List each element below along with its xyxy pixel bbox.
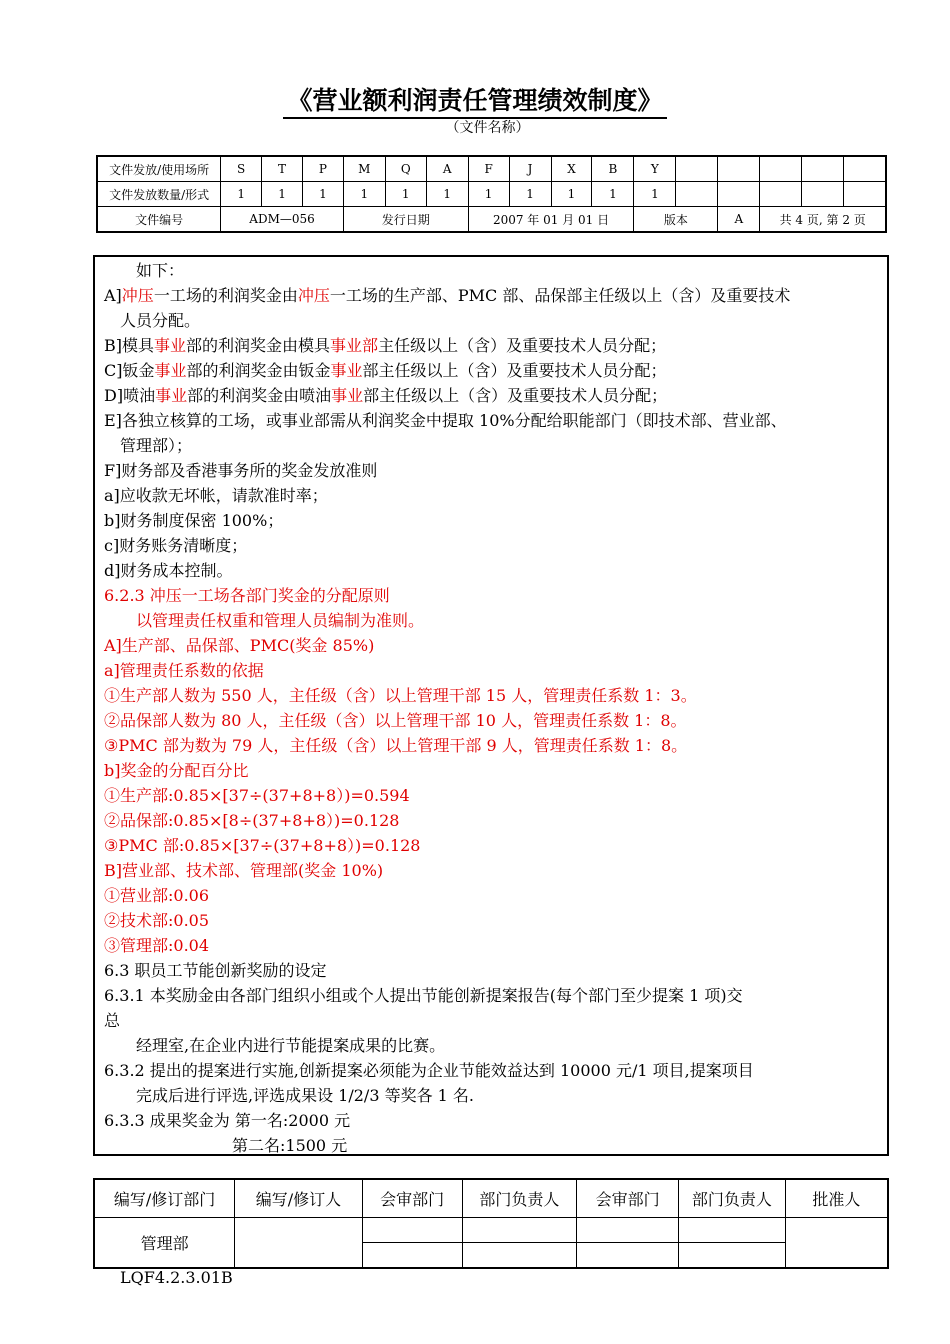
highlighted-text: 冲压 xyxy=(121,286,154,305)
usage-cell xyxy=(844,156,886,182)
body-text: 一工场的利润奖金由 xyxy=(153,286,298,305)
body-text: 第二名:1500 元 xyxy=(104,1136,348,1155)
issue-date: 2007 年 01 月 01 日 xyxy=(468,207,634,233)
approver-cell xyxy=(785,1218,888,1269)
quantity-cell: 1 xyxy=(221,182,262,207)
body-line xyxy=(104,933,209,958)
approval-header-row xyxy=(94,1179,888,1218)
body-text: 6.3.3 成果奖金为 第一名:2000 元 xyxy=(104,1111,351,1130)
highlighted-text: 事业 xyxy=(155,386,188,405)
body-line xyxy=(104,308,200,333)
body-text: D]喷油 xyxy=(104,386,156,405)
highlighted-text: ②技术部:0.05 xyxy=(104,911,210,930)
body-line xyxy=(104,733,687,758)
usage-cell: Y xyxy=(634,156,676,182)
highlighted-text: 冲压 xyxy=(297,286,330,305)
highlighted-text: ③PMC 部为数为 79 人，主任级（含）以上管理干部 9 人，管理责任系数 1：8。 xyxy=(104,736,688,755)
body-text: 主任级以上（含）及重要技术人员分配； xyxy=(378,336,667,355)
usage-cell: J xyxy=(509,156,551,182)
quantity-row xyxy=(97,182,886,207)
approval-row-1 xyxy=(94,1218,888,1243)
highlighted-text: B]营业部、技术部、管理部(奖金 10%) xyxy=(104,861,384,880)
quantity-cell: 1 xyxy=(634,182,676,207)
document-subtitle: （文件名称） xyxy=(445,120,530,136)
approval-header-cell: 会审部门 xyxy=(577,1179,679,1218)
highlighted-text: 6.2.3 冲压一工场各部门奖金的分配原则 xyxy=(104,586,390,605)
approval-header-cell: 部门负责人 xyxy=(462,1179,577,1218)
version-label: 版本 xyxy=(634,207,718,233)
doc-info-row xyxy=(97,207,886,233)
quantity-cell xyxy=(676,182,718,207)
highlighted-text: ①营业部:0.06 xyxy=(104,886,210,905)
body-line xyxy=(104,833,420,858)
highlighted-text: 事业 xyxy=(330,361,363,380)
highlighted-text: ③管理部:0.04 xyxy=(104,936,210,955)
body-line xyxy=(104,1008,120,1033)
body-text: A] xyxy=(104,286,122,305)
review-cell xyxy=(577,1243,679,1269)
body-line xyxy=(104,583,390,608)
body-text: 总 xyxy=(104,1011,121,1030)
body-line xyxy=(104,783,410,808)
version: A xyxy=(718,207,760,233)
body-text: 部主任级以上（含）及重要技术人员分配； xyxy=(362,361,667,380)
document-title: 《营业额利润责任管理绩效制度》 xyxy=(283,86,666,119)
body-line xyxy=(104,1058,754,1083)
quantity-cell: 1 xyxy=(592,182,634,207)
body-text: 6.3.2 提出的提案进行实施,创新提案必须能为企业节能效益达到 10000 元/1 项目,提案项目 xyxy=(104,1061,754,1080)
document-title-wrap xyxy=(0,86,950,119)
body-line xyxy=(104,558,233,583)
body-line xyxy=(104,1133,347,1158)
quantity-cell: 1 xyxy=(509,182,551,207)
doc-no-label: 文件编号 xyxy=(97,207,221,233)
approval-header-cell: 会审部门 xyxy=(362,1179,462,1218)
body-line xyxy=(104,608,424,633)
approval-header-cell: 部门负责人 xyxy=(679,1179,786,1218)
usage-cell: T xyxy=(262,156,303,182)
review-cell xyxy=(679,1243,786,1269)
usage-cell xyxy=(802,156,844,182)
author-cell xyxy=(235,1218,363,1269)
approval-header-cell: 编写/修订人 xyxy=(235,1179,363,1218)
quantity-label: 文件发放数量/形式 xyxy=(97,182,221,207)
usage-cell: B xyxy=(592,156,634,182)
body-line xyxy=(104,383,667,408)
usage-place-label: 文件发放/使用场所 xyxy=(97,156,221,182)
body-text: 部主任级以上（含）及重要技术人员分配； xyxy=(363,386,668,405)
highlighted-text: a]管理责任系数的依据 xyxy=(104,661,264,680)
approval-header-cell: 编写/修订部门 xyxy=(94,1179,235,1218)
doc-no: ADM—056 xyxy=(221,207,344,233)
body-text: 部的利润奖金由钣金 xyxy=(186,361,331,380)
quantity-cell: 1 xyxy=(468,182,509,207)
page-count: 共 4 页, 第 2 页 xyxy=(760,207,886,233)
quantity-cell: 1 xyxy=(343,182,385,207)
body-text: 6.3.1 本奖励金由各部门组织小组或个人提出节能创新提案报告(每个部门至少提案 1 项)交 xyxy=(104,986,743,1005)
body-line xyxy=(104,1033,445,1058)
highlighted-text: A]生产部、品保部、PMC(奖金 85%) xyxy=(104,636,375,655)
highlighted-text: 事业 xyxy=(154,361,187,380)
body-line xyxy=(104,858,383,883)
body-line xyxy=(104,708,687,733)
quantity-cell xyxy=(718,182,760,207)
body-line xyxy=(104,908,209,933)
body-line xyxy=(104,333,666,358)
highlighted-text: ②品保部:0.85×[8÷(37+8+8）)=0.128 xyxy=(104,811,400,830)
review-cell xyxy=(679,1218,786,1243)
highlighted-text: 事业部 xyxy=(330,336,379,355)
quantity-cell: 1 xyxy=(426,182,468,207)
distribution-table xyxy=(96,155,887,233)
body-text: d]财务成本控制。 xyxy=(104,561,233,580)
body-line xyxy=(104,533,247,558)
highlighted-text: b]奖金的分配百分比 xyxy=(104,761,249,780)
highlighted-text: ①生产部人数为 550 人，主任级（含）以上管理干部 15 人，管理责任系数 1：3。 xyxy=(104,686,697,705)
quantity-cell xyxy=(802,182,844,207)
body-line xyxy=(104,508,283,533)
body-text: 完成后进行评选,评选成果设 1/2/3 等奖各 1 名. xyxy=(104,1086,475,1105)
body-line xyxy=(104,958,327,983)
body-line xyxy=(104,483,328,508)
usage-cell: S xyxy=(221,156,262,182)
issue-date-label: 发行日期 xyxy=(343,207,468,233)
highlighted-text: ①生产部:0.85×[37÷(37+8+8）)=0.594 xyxy=(104,786,410,805)
body-line xyxy=(104,658,264,683)
content-box xyxy=(93,255,889,1156)
highlighted-text: 事业 xyxy=(331,386,364,405)
body-line xyxy=(104,633,374,658)
usage-cell xyxy=(676,156,718,182)
body-text: 如下： xyxy=(104,261,185,280)
body-text: C]钣金 xyxy=(104,361,155,380)
body-line xyxy=(104,408,787,433)
usage-cell: X xyxy=(551,156,592,182)
review-cell xyxy=(462,1218,577,1243)
usage-cell: A xyxy=(426,156,468,182)
quantity-cell: 1 xyxy=(262,182,303,207)
quantity-cell xyxy=(844,182,886,207)
highlighted-text: ③PMC 部:0.85×[37÷(37+8+8）)=0.128 xyxy=(104,836,421,855)
usage-cell: P xyxy=(302,156,343,182)
approval-table xyxy=(93,1178,889,1269)
quantity-cell xyxy=(760,182,802,207)
body-text: 一工场的生产部、PMC 部、品保部主任级以上（含）及重要技术 xyxy=(329,286,791,305)
body-text: 6.3 职员工节能创新奖励的设定 xyxy=(104,961,327,980)
quantity-cell: 1 xyxy=(551,182,592,207)
body-text: b]财务制度保密 100%； xyxy=(104,511,284,530)
quantity-cell: 1 xyxy=(385,182,426,207)
body-line xyxy=(104,1083,474,1108)
highlighted-text: 以管理责任权重和管理人员编制为准则。 xyxy=(104,611,425,630)
body-line xyxy=(104,258,184,283)
body-line xyxy=(104,808,399,833)
quantity-cell: 1 xyxy=(302,182,343,207)
usage-cell xyxy=(760,156,802,182)
review-cell xyxy=(362,1243,462,1269)
body-line xyxy=(104,758,249,783)
body-line xyxy=(104,283,790,308)
author-dept: 管理部 xyxy=(94,1218,235,1269)
usage-cell xyxy=(718,156,760,182)
body-line xyxy=(104,683,697,708)
body-text: 经理室,在企业内进行节能提案成果的比赛。 xyxy=(104,1036,446,1055)
body-text: F]财务部及香港事务所的奖金发放准则 xyxy=(104,461,378,480)
form-code: LQF4.2.3.01B xyxy=(120,1268,233,1287)
usage-cell: M xyxy=(343,156,385,182)
body-text: 管理部）； xyxy=(104,436,193,455)
body-text: B]模具 xyxy=(104,336,155,355)
review-cell xyxy=(577,1218,679,1243)
body-line xyxy=(104,458,377,483)
body-text: c]财务账务清晰度； xyxy=(104,536,248,555)
highlighted-text: 事业 xyxy=(154,336,187,355)
review-cell xyxy=(462,1243,577,1269)
highlighted-text: ②品保部人数为 80 人，主任级（含）以上管理干部 10 人，管理责任系数 1：8。 xyxy=(104,711,687,730)
body-line xyxy=(104,883,209,908)
body-line xyxy=(104,983,743,1008)
usage-place-row xyxy=(97,156,886,182)
body-line xyxy=(104,433,192,458)
body-text: 人员分配。 xyxy=(104,311,201,330)
usage-cell: F xyxy=(468,156,509,182)
review-cell xyxy=(362,1218,462,1243)
body-line xyxy=(104,1108,350,1133)
body-line xyxy=(104,358,667,383)
approval-header-cell: 批准人 xyxy=(785,1179,888,1218)
body-text: 部的利润奖金由喷油 xyxy=(187,386,332,405)
usage-cell: Q xyxy=(385,156,426,182)
body-text: 部的利润奖金由模具 xyxy=(186,336,331,355)
body-text: a]应收款无坏帐，请款准时率； xyxy=(104,486,328,505)
body-text: E]各独立核算的工场，或事业部需从利润奖金中提取 10%分配给职能部门（即技术部、营业部、 xyxy=(104,411,787,430)
